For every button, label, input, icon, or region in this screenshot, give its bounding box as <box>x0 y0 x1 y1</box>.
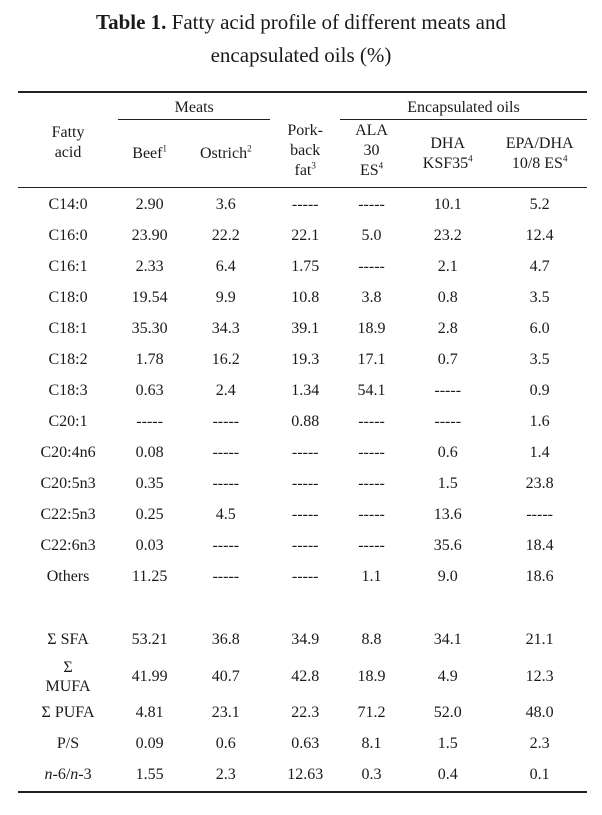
table-cell: 19.54 <box>131 289 168 306</box>
table-cell: 2.33 <box>135 258 164 275</box>
table-cell: ----- <box>212 413 240 430</box>
table-row <box>18 698 587 729</box>
table-cell: ----- <box>291 196 319 213</box>
table-row <box>18 221 587 252</box>
table-cell: 10.1 <box>433 196 462 213</box>
row-label: C22:6n3 <box>40 537 96 554</box>
col-header-ala-line-2: 30 <box>363 142 380 159</box>
table-cell: 22.1 <box>291 227 320 244</box>
table-cell: 1.78 <box>135 351 164 368</box>
table-title <box>0 6 602 72</box>
row-label-sfa: Σ SFA <box>47 631 89 648</box>
table-cell: ----- <box>212 444 240 461</box>
table-label: Table 1. <box>95 10 167 34</box>
table-cell: ----- <box>291 506 319 523</box>
table-row <box>18 283 587 314</box>
col-header-pork-label: fat <box>294 161 312 179</box>
table-cell: 5.2 <box>529 196 550 213</box>
row-label: C18:0 <box>48 289 88 306</box>
table-cell: 0.4 <box>403 760 492 792</box>
col-header-ala <box>340 120 403 188</box>
row-label: C14:0 <box>48 196 88 213</box>
table-cell: 6.0 <box>529 320 550 337</box>
col-header-epa-label: 10/8 ES <box>511 154 563 172</box>
table-cell: 0.8 <box>437 289 458 306</box>
table-cell: 3.6 <box>215 196 236 213</box>
table-cell: 1.1 <box>361 568 382 585</box>
table-cell: 0.88 <box>291 413 320 430</box>
table-cell: 42.8 <box>291 668 320 685</box>
table-cell: 34.9 <box>291 631 320 648</box>
table-title-line-1 <box>0 6 602 39</box>
col-header-ala-footnote: 4 <box>378 160 384 171</box>
table-cell: 4.81 <box>135 704 164 721</box>
table-cell: 0.7 <box>437 351 458 368</box>
col-header-epa-line-1: EPA/DHA <box>505 134 574 152</box>
table-cell: 10.8 <box>291 289 320 306</box>
table-cell: 34.3 <box>211 320 240 337</box>
col-header-beef-label: Beef <box>132 144 163 162</box>
table-cell: 4.7 <box>529 258 550 275</box>
col-header-epa-footnote: 4 <box>562 153 568 164</box>
table-cell: 1.55 <box>118 760 181 792</box>
table-cell: 2.1 <box>437 258 458 275</box>
table-cell: 2.4 <box>215 382 236 399</box>
table-cell: 0.63 <box>291 735 320 752</box>
table-cell: 0.09 <box>135 735 164 752</box>
table-cell: 35.6 <box>433 537 462 554</box>
table-cell: 2.3 <box>529 735 550 752</box>
col-header-dha-footnote: 4 <box>468 153 473 164</box>
row-label-n6-n3-c: n <box>70 766 79 783</box>
table-cell: 1.4 <box>529 444 550 461</box>
table-row <box>18 314 587 345</box>
table-cell: 1.75 <box>291 258 320 275</box>
table-cell: 18.9 <box>357 668 386 685</box>
table-cell: 0.63 <box>135 382 164 399</box>
table-row <box>18 656 587 698</box>
table-row <box>18 500 587 531</box>
table-cell: 23.90 <box>131 227 168 244</box>
row-label-mufa-line-1: Σ <box>63 658 73 676</box>
table-cell: ----- <box>212 475 240 492</box>
table-cell: 1.6 <box>529 413 550 430</box>
table-cell: 12.4 <box>525 227 554 244</box>
table-cell: 52.0 <box>433 704 462 721</box>
col-header-pork-line-1: Pork- <box>287 121 323 139</box>
table-cell: 0.1 <box>492 760 587 792</box>
col-header-ala-line-1: ALA <box>355 122 388 139</box>
column-header-row <box>18 120 587 188</box>
table-cell: 41.99 <box>131 668 168 685</box>
table-cell: 0.3 <box>340 760 403 792</box>
row-label: Others <box>46 568 90 585</box>
table-cell: ----- <box>358 537 385 554</box>
col-header-fatty-acid <box>18 120 118 188</box>
row-label: C16:0 <box>48 227 88 244</box>
table-cell: ----- <box>434 413 462 430</box>
table-cell: 0.6 <box>437 444 458 461</box>
col-header-ostrich-footnote: 2 <box>247 143 252 154</box>
table-cell: 8.1 <box>361 735 382 752</box>
table-cell: 35.30 <box>131 320 168 337</box>
table-cell: 0.08 <box>135 444 164 461</box>
col-header-dha-label: KSF35 <box>422 154 469 172</box>
table-cell: 17.1 <box>357 351 386 368</box>
table-cell: ----- <box>358 506 385 523</box>
table-cell: 19.3 <box>291 351 320 368</box>
col-header-dha-line-1: DHA <box>430 134 466 152</box>
table-cell: 16.2 <box>211 351 240 368</box>
table-cell: ----- <box>136 413 163 430</box>
table-row <box>18 438 587 469</box>
table-cell: 18.4 <box>525 537 554 554</box>
table-cell: 2.3 <box>181 760 270 792</box>
table-row <box>18 531 587 562</box>
table-cell: 23.8 <box>525 475 554 492</box>
table-cell: 0.03 <box>135 537 164 554</box>
row-label: C18:3 <box>48 382 88 399</box>
table-cell: 22.2 <box>211 227 240 244</box>
col-header-fatty-acid-line-2: acid <box>54 143 82 161</box>
row-label: C20:1 <box>48 413 88 430</box>
col-header-pork-back-fat <box>270 120 340 188</box>
row-label-n6-n3 <box>18 760 118 792</box>
row-label-n6-n3-a: n <box>44 766 53 783</box>
table-cell: 9.9 <box>215 289 236 306</box>
table-cell: 4.5 <box>215 506 236 523</box>
col-header-pork-footnote: 3 <box>311 160 316 171</box>
table-cell: ----- <box>212 537 240 554</box>
table-cell: 36.8 <box>211 631 240 648</box>
table-cell: 54.1 <box>357 382 386 399</box>
table-cell: 2.8 <box>437 320 458 337</box>
row-label-ps: P/S <box>56 735 80 752</box>
table-cell: 11.25 <box>131 568 168 585</box>
table-cell: 1.5 <box>437 475 458 492</box>
table-cell: 48.0 <box>525 704 554 721</box>
row-label-pufa: Σ PUFA <box>41 704 95 721</box>
row-label-mufa <box>18 656 118 698</box>
row-label: C18:1 <box>48 320 88 337</box>
table-cell: ----- <box>291 537 319 554</box>
table-row <box>18 345 587 376</box>
row-label: C16:1 <box>48 258 88 275</box>
table-cell: 5.0 <box>361 227 382 244</box>
row-label: C18:2 <box>48 351 88 368</box>
row-label-n6-n3-d: -3 <box>78 766 92 783</box>
table-cell: 71.2 <box>357 704 386 721</box>
table-row <box>18 252 587 283</box>
table-cell: 9.0 <box>437 568 458 585</box>
table-row <box>18 187 587 221</box>
table-cell: ----- <box>291 475 319 492</box>
col-header-ostrich <box>181 120 270 188</box>
table-title-line-2: encapsulated oils (%) <box>210 43 392 67</box>
table-cell: ----- <box>291 568 319 585</box>
table-cell: 21.1 <box>525 631 554 648</box>
table-title-text-1: Fatty acid profile of different meats and <box>171 10 506 34</box>
table-cell: ----- <box>434 382 462 399</box>
table-cell: ----- <box>358 258 385 275</box>
table-row <box>18 376 587 407</box>
table-cell: ----- <box>212 568 240 585</box>
table-cell: 22.3 <box>291 704 320 721</box>
table-cell: 3.5 <box>529 351 550 368</box>
table-cell: 12.3 <box>525 668 554 685</box>
table-row <box>18 469 587 500</box>
col-header-epa-dha <box>492 120 587 188</box>
group-header-row <box>18 92 587 120</box>
table-row <box>18 407 587 438</box>
table-cell: 3.5 <box>529 289 550 306</box>
row-label-mufa-line-2: MUFA <box>45 677 91 695</box>
col-header-fatty-acid-line-1: Fatty <box>51 123 85 141</box>
col-header-epa-line-2 <box>492 154 587 174</box>
group-encapsulated-oils: Encapsulated oils <box>340 92 587 120</box>
table-cell: ----- <box>526 506 553 523</box>
table-row <box>18 729 587 760</box>
table-row <box>18 562 587 593</box>
table-cell: 34.1 <box>433 631 462 648</box>
col-header-ala-line-3 <box>340 161 403 181</box>
table-cell: 8.8 <box>361 631 382 648</box>
table-cell: ----- <box>358 444 385 461</box>
col-header-dha <box>403 120 492 188</box>
table-cell: 13.6 <box>433 506 462 523</box>
table-cell: 0.35 <box>135 475 164 492</box>
group-meats: Meats <box>118 92 270 120</box>
table-cell: 0.9 <box>529 382 550 399</box>
table-row <box>18 760 587 792</box>
table-cell: 18.6 <box>525 568 554 585</box>
table-cell: 18.9 <box>357 320 386 337</box>
table-cell: 23.1 <box>211 704 240 721</box>
table-cell: ----- <box>358 196 385 213</box>
row-label-n6-n3-b: -6/ <box>52 766 71 783</box>
fatty-acid-table <box>18 91 587 793</box>
col-header-pork-line-2: back <box>290 141 321 159</box>
table-cell: 53.21 <box>131 631 168 648</box>
table-cell: 23.2 <box>433 227 462 244</box>
summary-rows <box>18 593 587 792</box>
col-header-ostrich-label: Ostrich <box>199 144 248 162</box>
table-cell: 6.4 <box>215 258 236 275</box>
fatty-acid-rows <box>18 187 587 593</box>
row-label: C20:4n6 <box>40 444 96 461</box>
row-label: C20:5n3 <box>40 475 96 492</box>
table-cell: ----- <box>358 413 385 430</box>
col-header-pork-line-3 <box>270 161 340 181</box>
col-header-beef <box>118 120 181 188</box>
col-header-beef-footnote: 1 <box>162 143 167 154</box>
table-cell: 12.63 <box>270 760 340 792</box>
row-label: C22:5n3 <box>40 506 96 523</box>
table-cell: 39.1 <box>291 320 320 337</box>
table-cell: 1.34 <box>291 382 320 399</box>
table-cell: 3.8 <box>361 289 382 306</box>
table-cell: 2.90 <box>135 196 164 213</box>
table-cell: ----- <box>358 475 385 492</box>
table-cell: 0.6 <box>215 735 236 752</box>
table-cell: 40.7 <box>211 668 240 685</box>
table-cell: ----- <box>291 444 319 461</box>
col-header-dha-line-2 <box>403 154 492 174</box>
col-header-ala-label: ES <box>359 162 379 179</box>
table-row <box>18 625 587 656</box>
table-cell: 4.9 <box>437 668 458 685</box>
table-cell: 1.5 <box>437 735 458 752</box>
table-cell: 0.25 <box>135 506 164 523</box>
